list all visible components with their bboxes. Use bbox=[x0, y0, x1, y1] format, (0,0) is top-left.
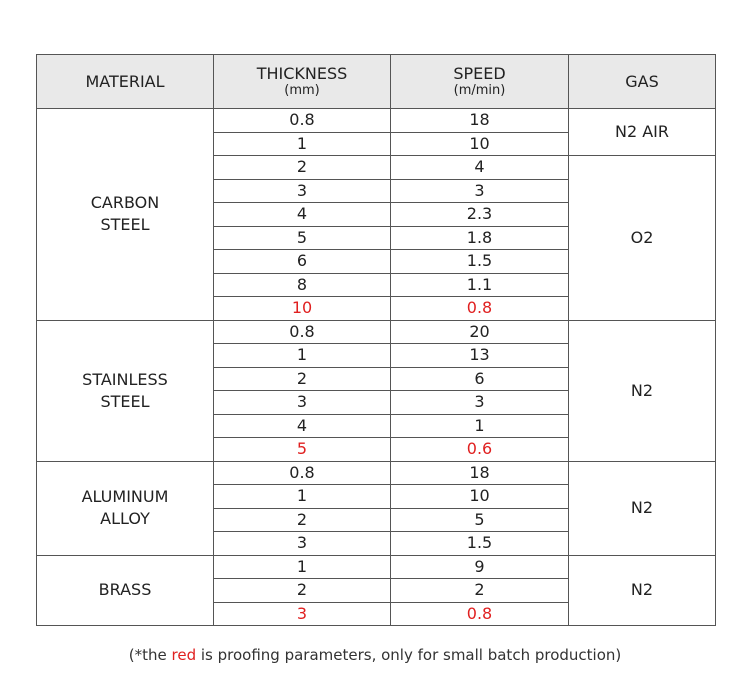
header-thickness-unit: (mm) bbox=[284, 83, 320, 98]
gas-cell: N2 bbox=[569, 555, 716, 626]
speed-cell: 20 bbox=[391, 320, 569, 344]
material-label-line: ALLOY bbox=[100, 509, 150, 528]
header-thickness-label: THICKNESS bbox=[256, 64, 348, 83]
material-label-line: CARBON bbox=[90, 193, 160, 213]
speed-cell: 5 bbox=[391, 508, 569, 532]
thickness-cell: 1 bbox=[214, 485, 391, 509]
header-material: MATERIAL bbox=[37, 55, 214, 109]
material-cell bbox=[37, 555, 214, 626]
thickness-cell: 5 bbox=[214, 438, 391, 462]
speed-cell: 10 bbox=[391, 485, 569, 509]
table-body bbox=[37, 109, 716, 626]
material-label-line: STAINLESS bbox=[82, 369, 168, 389]
table-row bbox=[37, 461, 716, 485]
speed-cell: 0.8 bbox=[391, 297, 569, 321]
speed-cell: 10 bbox=[391, 132, 569, 156]
thickness-cell: 0.8 bbox=[214, 109, 391, 133]
thickness-cell: 2 bbox=[214, 156, 391, 180]
speed-cell: 2 bbox=[391, 579, 569, 603]
material-cell bbox=[37, 109, 214, 321]
material-cell bbox=[37, 461, 214, 555]
header-speed bbox=[391, 55, 569, 109]
header-gas: GAS bbox=[569, 55, 716, 109]
table-row bbox=[37, 320, 716, 344]
footnote-red-word: red bbox=[171, 646, 197, 664]
thickness-cell: 0.8 bbox=[214, 320, 391, 344]
header-speed-unit: (m/min) bbox=[453, 83, 506, 98]
header-thickness bbox=[214, 55, 391, 109]
cutting-parameters-table bbox=[36, 54, 716, 626]
thickness-cell: 0.8 bbox=[214, 461, 391, 485]
speed-cell: 9 bbox=[391, 555, 569, 579]
speed-cell: 18 bbox=[391, 109, 569, 133]
speed-cell: 1.5 bbox=[391, 532, 569, 556]
gas-cell: O2 bbox=[569, 156, 716, 321]
thickness-cell: 2 bbox=[214, 579, 391, 603]
thickness-cell: 8 bbox=[214, 273, 391, 297]
speed-cell: 18 bbox=[391, 461, 569, 485]
table-row bbox=[37, 555, 716, 579]
thickness-cell: 2 bbox=[214, 367, 391, 391]
gas-cell: N2 bbox=[569, 461, 716, 555]
thickness-cell: 10 bbox=[214, 297, 391, 321]
footnote-suffix: is proofing parameters, only for small batch production) bbox=[196, 646, 622, 664]
speed-cell: 1.1 bbox=[391, 273, 569, 297]
thickness-cell: 3 bbox=[214, 602, 391, 626]
material-label-line: STEEL bbox=[100, 215, 150, 235]
thickness-cell: 3 bbox=[214, 532, 391, 556]
speed-cell: 3 bbox=[391, 179, 569, 203]
speed-cell: 4 bbox=[391, 156, 569, 180]
thickness-cell: 4 bbox=[214, 414, 391, 438]
speed-cell: 1 bbox=[391, 414, 569, 438]
table-header-row bbox=[37, 55, 716, 109]
gas-cell: N2 AIR bbox=[569, 109, 716, 156]
material-label-line: STEEL bbox=[100, 391, 150, 411]
thickness-cell: 5 bbox=[214, 226, 391, 250]
thickness-cell: 3 bbox=[214, 179, 391, 203]
material-cell bbox=[37, 320, 214, 461]
thickness-cell: 3 bbox=[214, 391, 391, 415]
material-label-line: ALUMINUM bbox=[81, 487, 169, 506]
thickness-cell: 6 bbox=[214, 250, 391, 274]
footnote-prefix: (*the bbox=[128, 646, 172, 664]
thickness-cell: 1 bbox=[214, 555, 391, 579]
thickness-cell: 2 bbox=[214, 508, 391, 532]
speed-cell: 2.3 bbox=[391, 203, 569, 227]
thickness-cell: 4 bbox=[214, 203, 391, 227]
speed-cell: 1.8 bbox=[391, 226, 569, 250]
speed-cell: 1.5 bbox=[391, 250, 569, 274]
speed-cell: 6 bbox=[391, 367, 569, 391]
speed-cell: 0.6 bbox=[391, 438, 569, 462]
header-speed-label: SPEED bbox=[453, 64, 506, 83]
material-label-line: BRASS bbox=[98, 580, 152, 600]
gas-cell: N2 bbox=[569, 320, 716, 461]
speed-cell: 3 bbox=[391, 391, 569, 415]
speed-cell: 0.8 bbox=[391, 602, 569, 626]
thickness-cell: 1 bbox=[214, 344, 391, 368]
speed-cell: 13 bbox=[391, 344, 569, 368]
table-row bbox=[37, 109, 716, 133]
thickness-cell: 1 bbox=[214, 132, 391, 156]
footnote bbox=[0, 646, 750, 664]
